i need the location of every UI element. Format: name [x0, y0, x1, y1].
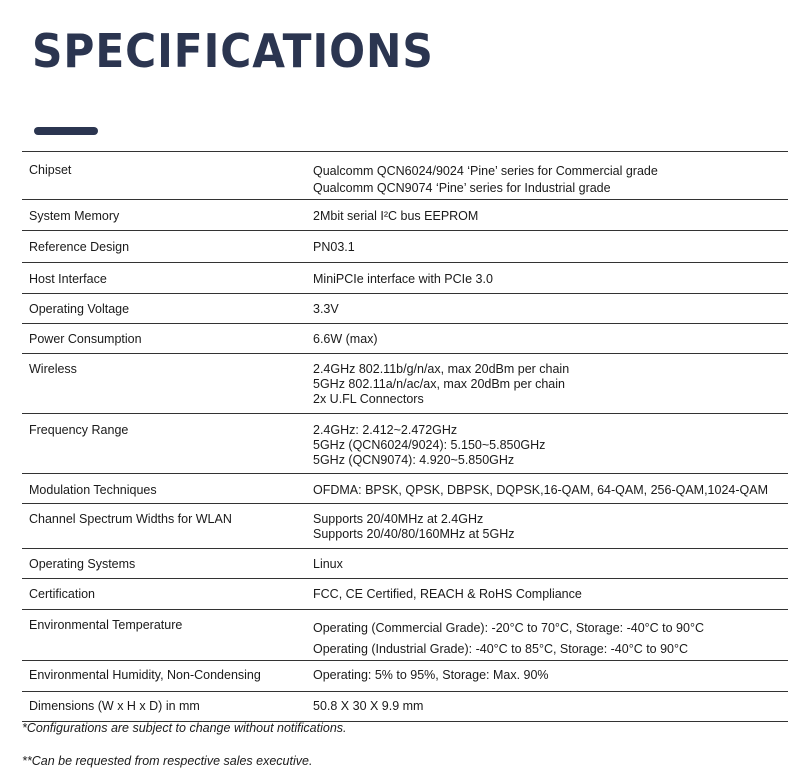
- spec-value-line: PN03.1: [313, 240, 355, 254]
- spec-row: [22, 263, 788, 294]
- spec-value: [313, 474, 788, 504]
- spec-value-line: 6.6W (max): [313, 332, 378, 346]
- spec-label: Environmental Humidity, Non-Condensing: [29, 668, 261, 682]
- spec-value: [313, 692, 788, 722]
- specifications-table: [22, 151, 788, 722]
- spec-value: [313, 504, 788, 549]
- spec-value: [313, 579, 788, 610]
- spec-value-line: Qualcomm QCN9074 ‘Pine’ series for Industrial grade: [313, 181, 611, 195]
- spec-label: Operating Systems: [29, 557, 136, 571]
- footnote-configurations: *Configurations are subject to change without notifications.: [22, 721, 347, 735]
- spec-value: [313, 200, 788, 231]
- spec-value-line: 5GHz (QCN9074): 4.920~5.850GHz: [313, 453, 515, 467]
- spec-value-line: 5GHz 802.11a/n/ac/ax, max 20dBm per chain: [313, 377, 565, 391]
- spec-label: Frequency Range: [29, 423, 129, 437]
- spec-label: Power Consumption: [29, 332, 142, 346]
- spec-row: [22, 294, 788, 324]
- spec-value-line: 2x U.FL Connectors: [313, 392, 424, 406]
- spec-label: Host Interface: [29, 272, 107, 286]
- spec-label: Chipset: [29, 163, 72, 177]
- title-underline-bar: [34, 127, 98, 135]
- spec-value-line: Operating (Industrial Grade): -40°C to 85°C, Storage: -40°C to 90°C: [313, 642, 689, 656]
- spec-row: [22, 354, 788, 414]
- spec-value: [313, 152, 788, 200]
- footnote-sales-executive: **Can be requested from respective sales executive.: [22, 754, 313, 768]
- spec-value-line: 2.4GHz 802.11b/g/n/ax, max 20dBm per chain: [313, 362, 570, 376]
- spec-value-line: 5GHz (QCN6024/9024): 5.150~5.850GHz: [313, 438, 546, 452]
- spec-value-line: FCC, CE Certified, REACH & RoHS Compliance: [313, 587, 582, 601]
- spec-label: Operating Voltage: [29, 302, 130, 316]
- spec-value: [313, 610, 788, 661]
- spec-row: [22, 692, 788, 722]
- spec-value-line: 3.3V: [313, 302, 339, 316]
- spec-row: [22, 324, 788, 354]
- spec-row: [22, 414, 788, 474]
- spec-label: Reference Design: [29, 240, 130, 254]
- spec-value: [313, 263, 788, 294]
- spec-value: [313, 231, 788, 263]
- spec-value: [313, 294, 788, 324]
- spec-value-line: Operating: 5% to 95%, Storage: Max. 90%: [313, 668, 549, 682]
- spec-row: [22, 152, 788, 200]
- spec-row: [22, 231, 788, 263]
- spec-label: Certification: [29, 587, 95, 601]
- spec-label: Channel Spectrum Widths for WLAN: [29, 512, 232, 526]
- spec-row: [22, 579, 788, 610]
- spec-label: Dimensions (W x H x D) in mm: [29, 699, 200, 713]
- spec-value: [313, 661, 788, 692]
- spec-value-line: Linux: [313, 557, 343, 571]
- spec-value: [313, 324, 788, 354]
- spec-label: Modulation Techniques: [29, 483, 157, 497]
- spec-row: [22, 610, 788, 661]
- spec-label: Wireless: [29, 362, 77, 376]
- spec-value-line: Supports 20/40/80/160MHz at 5GHz: [313, 527, 515, 541]
- spec-value-line: Supports 20/40MHz at 2.4GHz: [313, 512, 484, 526]
- spec-value: [313, 414, 788, 474]
- spec-value-line: OFDMA: BPSK, QPSK, DBPSK, DQPSK,16-QAM, 64-QAM, 256-QAM,1024-QAM: [313, 483, 768, 497]
- spec-row: [22, 549, 788, 579]
- spec-value-line: Qualcomm QCN6024/9024 ‘Pine’ series for Commercial grade: [313, 164, 658, 178]
- spec-row: [22, 474, 788, 504]
- spec-value-line: MiniPCIe interface with PCIe 3.0: [313, 272, 493, 286]
- spec-row: [22, 661, 788, 692]
- spec-value: [313, 354, 788, 414]
- spec-label: System Memory: [29, 209, 120, 223]
- spec-value-line: Operating (Commercial Grade): -20°C to 70°C, Storage: -40°C to 90°C: [313, 621, 704, 635]
- spec-value-line: 2.4GHz: 2.412~2.472GHz: [313, 423, 458, 437]
- spec-label: Environmental Temperature: [29, 618, 183, 632]
- page-title: SPECIFICATIONS: [32, 24, 434, 78]
- spec-row: [22, 200, 788, 231]
- spec-value-line: 2Mbit serial I²C bus EEPROM: [313, 209, 479, 223]
- spec-row: [22, 504, 788, 549]
- spec-value: [313, 549, 788, 579]
- spec-value-line: 50.8 X 30 X 9.9 mm: [313, 699, 424, 713]
